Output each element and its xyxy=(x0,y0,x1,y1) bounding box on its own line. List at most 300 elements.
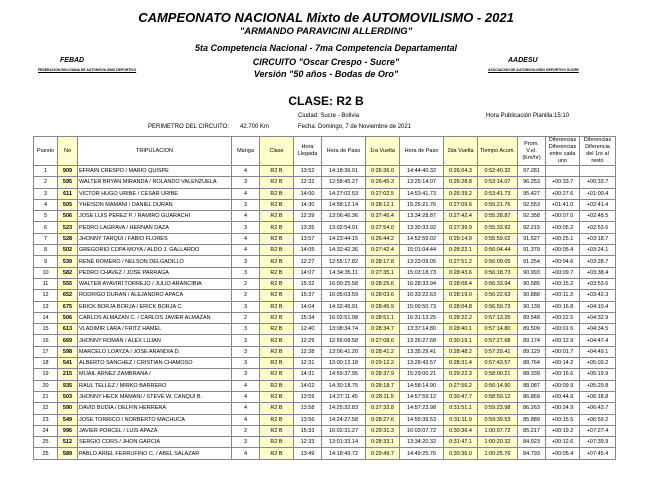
table-row xyxy=(34,278,616,289)
table-cell: 12:39 xyxy=(294,211,322,222)
table-cell: MARCELO LOAYZA / JOSE ARANDIA D. xyxy=(78,346,232,357)
table-cell: 4 xyxy=(232,211,260,222)
table-cell: 13:58 xyxy=(294,403,322,414)
table-cell: 86.263 xyxy=(518,403,546,414)
table-cell: 13:25:14.07 xyxy=(400,177,444,188)
table-cell: 0:28:27.6 xyxy=(366,414,400,425)
table-cell: +00:11.3 xyxy=(546,290,580,301)
table-cell: +00:14.2 xyxy=(546,358,580,369)
table-cell: 1:00:25.76 xyxy=(478,448,518,459)
table-cell: 14:27:02.53 xyxy=(322,188,366,199)
table-cell: 0:28:45.9 xyxy=(366,301,400,312)
table-cell: 598 xyxy=(58,346,78,357)
table-cell: 13:34:28.87 xyxy=(400,211,444,222)
table-cell: 3 xyxy=(232,267,260,278)
table-cell: R2 B xyxy=(260,358,294,369)
table-cell: 0:28:48.2 xyxy=(444,346,478,357)
table-cell: 0:28:22.2 xyxy=(444,312,478,323)
date-label: Fecha: Domingo, 7 de Noviembre de 2021 xyxy=(298,124,412,130)
column-header: Puesto xyxy=(34,137,58,166)
table-cell: 0:56:04.44 xyxy=(478,245,518,256)
table-row xyxy=(34,391,616,402)
table-cell: +00:19.2 xyxy=(546,425,580,436)
table-cell: 13:23:09.05 xyxy=(400,256,444,267)
table-cell: 3 xyxy=(34,188,58,199)
table-cell: R2 B xyxy=(260,166,294,177)
table-cell: 85.217 xyxy=(518,425,546,436)
table-cell: R2 B xyxy=(260,211,294,222)
table-cell: 0:56:09.05 xyxy=(478,256,518,267)
table-cell: 92.215 xyxy=(518,222,546,233)
table-cell: 15:32 xyxy=(294,278,322,289)
table-cell: 24 xyxy=(34,425,58,436)
table-cell: 84.793 xyxy=(518,448,546,459)
table-cell: 14:00 xyxy=(294,188,322,199)
table-cell: 15:03:18.73 xyxy=(400,267,444,278)
table-cell: VLADIMIR LARA / FRITZ HAMEL xyxy=(78,324,232,335)
org-left-sub: FEDERACION BOLIVIANA DE AUTOMOVILISMO DEPORTIVO xyxy=(38,68,137,72)
table-cell: 4 xyxy=(232,403,260,414)
table-cell: 0:30:36.0 xyxy=(444,448,478,459)
table-cell: 13:06:41.20 xyxy=(322,346,366,357)
table-cell: 14:30 xyxy=(294,199,322,210)
table-cell: 16:02:31.27 xyxy=(322,425,366,436)
table-cell: 0:26:45.3 xyxy=(366,177,400,188)
table-row xyxy=(34,301,616,312)
table-cell: R2 B xyxy=(260,267,294,278)
table-cell: 16:00:25.58 xyxy=(322,278,366,289)
table-cell: +00:44.9 xyxy=(546,391,580,402)
table-cell: R2 B xyxy=(260,369,294,380)
table-cell: R2 B xyxy=(260,437,294,448)
table-cell: R2 B xyxy=(260,177,294,188)
table-cell: +00:25.1 xyxy=(546,233,580,244)
table-cell: 996 xyxy=(58,425,78,436)
table-cell: 0:28:22.1 xyxy=(444,245,478,256)
diff-header-sub: Diferencias entre cada uno xyxy=(548,144,577,164)
table-cell: 3 xyxy=(232,301,260,312)
table-cell: +00:05.4 xyxy=(546,448,580,459)
table-cell: 4 xyxy=(232,448,260,459)
table-header xyxy=(34,137,616,166)
table-cell: R2 B xyxy=(260,335,294,346)
column-header: Manga xyxy=(232,137,260,166)
table-cell: 14:04 xyxy=(294,301,322,312)
table-cell: 0:57:14.80 xyxy=(478,324,518,335)
table-cell: 90.585 xyxy=(518,278,546,289)
table-cell: 14:24:27.58 xyxy=(322,414,366,425)
table-cell: 935 xyxy=(58,380,78,391)
table-cell: 13:06:46.36 xyxy=(322,211,366,222)
table-cell: 14:59:37.95 xyxy=(322,369,366,380)
table-cell: 14 xyxy=(34,312,58,323)
table-cell: 0:28:19.0 xyxy=(444,290,478,301)
table-cell: 16:33:22.63 xyxy=(400,290,444,301)
table-cell: 0:56:50.73 xyxy=(478,301,518,312)
table-row xyxy=(34,425,616,436)
table-cell: 3 xyxy=(232,256,260,267)
table-cell: 8 xyxy=(34,245,58,256)
table-cell: 652 xyxy=(58,290,78,301)
table-cell: 13:08:34.74 xyxy=(322,324,366,335)
table-cell: 3 xyxy=(232,369,260,380)
table-cell: R2 B xyxy=(260,290,294,301)
table-row xyxy=(34,448,616,459)
table-cell: +00:24.9 xyxy=(546,403,580,414)
table-cell: EFRAIN CRESPO / MARIO QUISPE xyxy=(78,166,232,177)
table-cell: 2 xyxy=(34,177,58,188)
table-cell: +04:47.4 xyxy=(580,335,616,346)
table-cell: 0:29:14.9 xyxy=(444,233,478,244)
table-cell: 18 xyxy=(34,358,58,369)
table-cell: 14:57:23.98 xyxy=(400,403,444,414)
main-title: CAMPEONATO NACIONAL Mixto de AUTOMOVILISMO - 2021 xyxy=(138,10,514,25)
table-cell: 0:28:40.1 xyxy=(444,324,478,335)
table-cell: +00:15.5 xyxy=(546,414,580,425)
table-cell: +00:22.5 xyxy=(546,312,580,323)
table-cell: R2 B xyxy=(260,380,294,391)
table-cell: 14:58:12.14 xyxy=(322,199,366,210)
table-cell: 0:53:41.73 xyxy=(478,188,518,199)
table-cell: 13:26:27.68 xyxy=(400,335,444,346)
table-cell: 15:00:50.73 xyxy=(400,301,444,312)
table-cell: GREGORIO COPA MOYA / ALDO J. GALLARDO xyxy=(78,245,232,256)
table-cell: 539 xyxy=(58,256,78,267)
table-cell: 12:40 xyxy=(294,324,322,335)
table-cell: 3 xyxy=(232,324,260,335)
table-cell: +04:34.5 xyxy=(580,324,616,335)
table-cell: 0:27:32.8 xyxy=(366,403,400,414)
table-cell: 2 xyxy=(232,425,260,436)
table-cell: 0:27:09.6 xyxy=(444,199,478,210)
table-cell: +03:28.7 xyxy=(580,256,616,267)
table-cell: 16 xyxy=(34,335,58,346)
table-cell: 11 xyxy=(34,278,58,289)
table-cell: 13 xyxy=(34,301,58,312)
perimeter-label: PERIMETRO DEL CIRCUITO: xyxy=(148,124,230,130)
table-cell: 21 xyxy=(34,391,58,402)
table-cell: 0:26:44.2 xyxy=(366,233,400,244)
table-cell: 0:29:31.3 xyxy=(366,425,400,436)
table-cell: 97.281 xyxy=(518,166,546,177)
table-cell: 5 xyxy=(34,211,58,222)
table-cell: 12:33 xyxy=(294,437,322,448)
table-cell: 0:58:00.21 xyxy=(478,369,518,380)
table-cell: R2 B xyxy=(260,188,294,199)
table-cell: R2 B xyxy=(260,346,294,357)
table-cell: R2 B xyxy=(260,403,294,414)
table-cell: 611 xyxy=(58,188,78,199)
table-cell: PABLO ARIEL FERRUFINO C. / ABEL SALAZAR xyxy=(78,448,232,459)
table-cell: 16:31:13.25 xyxy=(400,312,444,323)
table-cell: 15:29:00.21 xyxy=(400,369,444,380)
table-cell: 4 xyxy=(232,166,260,177)
table-cell: R2 B xyxy=(260,425,294,436)
table-cell: 0:31:11.9 xyxy=(444,414,478,425)
table-cell: 0:28:25.6 xyxy=(366,278,400,289)
table-cell: 14:32:45.91 xyxy=(322,301,366,312)
table-cell: ALBERTO SANCHEZ / CRISTIAN CHAMOSO xyxy=(78,358,232,369)
table-cell: 15 xyxy=(34,324,58,335)
table-cell: +07:45.4 xyxy=(580,448,616,459)
table-cell: R2 B xyxy=(260,312,294,323)
table-cell: 17 xyxy=(34,346,58,357)
table-cell: 0:28:33.1 xyxy=(366,437,400,448)
table-cell: 14:57:59.12 xyxy=(400,391,444,402)
org-right-sub: ASOCIACION DE AUTOMOVILISMO DEPORTIVO SUCRE xyxy=(488,68,579,72)
table-cell: +07:39.9 xyxy=(580,437,616,448)
table-cell: R2 B xyxy=(260,233,294,244)
table-cell: 0:59:23.98 xyxy=(478,403,518,414)
table-cell: 25 xyxy=(34,437,58,448)
table-cell: 96.253 xyxy=(518,177,546,188)
column-header: Hora de Paso xyxy=(400,137,444,166)
table-cell: 0:57:13.25 xyxy=(478,312,518,323)
table-cell: 15:33 xyxy=(294,425,322,436)
table-cell: 523 xyxy=(58,222,78,233)
table-cell: +00:15.2 xyxy=(546,278,580,289)
table-cell: +03:18.7 xyxy=(580,233,616,244)
table-cell: 13:35:29.41 xyxy=(400,346,444,357)
table-cell: 13:34:20.32 xyxy=(400,437,444,448)
table-cell: +00:09.7 xyxy=(546,267,580,278)
table-body xyxy=(34,166,616,460)
table-cell: 13:35 xyxy=(294,222,322,233)
table-cell: 541 xyxy=(58,358,78,369)
table-cell: 0:55:21.76 xyxy=(478,199,518,210)
competition-title: 5ta Competencia Nacional - 7ma Competencia Departamental xyxy=(194,43,458,53)
table-cell: 528 xyxy=(58,233,78,244)
column-header: Clase xyxy=(260,137,294,166)
results-table xyxy=(33,136,616,460)
table-row xyxy=(34,358,616,369)
table-row xyxy=(34,166,616,177)
table-cell: 15:34 xyxy=(294,312,322,323)
table-cell: 14:34:35.11 xyxy=(322,267,366,278)
table-cell: 0:27:54.0 xyxy=(366,222,400,233)
table-cell: 512 xyxy=(58,437,78,448)
table-cell: VICTOR HUGO URIBE / CESAR URIBE xyxy=(78,188,232,199)
table-cell: 0:55:33.92 xyxy=(478,222,518,233)
table-cell: 13:57 xyxy=(294,233,322,244)
table-cell: 0:59:39.53 xyxy=(478,414,518,425)
table-cell: +05:03.2 xyxy=(580,358,616,369)
table-cell: +05:29.8 xyxy=(580,380,616,391)
table-cell: 0:26:39.2 xyxy=(444,188,478,199)
table-row xyxy=(34,267,616,278)
table-row xyxy=(34,335,616,346)
table-cell: DAVID BUDIA / DELFIN HERRERA xyxy=(78,403,232,414)
table-cell: +04:32.9 xyxy=(580,312,616,323)
table-cell: 555 xyxy=(58,278,78,289)
table-cell: 582 xyxy=(58,267,78,278)
table-cell: 89.129 xyxy=(518,346,546,357)
table-cell: 0:28:18.7 xyxy=(366,380,400,391)
table-cell: R2 B xyxy=(260,256,294,267)
column-header: 2da Vuelta xyxy=(444,137,478,166)
table-cell: 92.358 xyxy=(518,211,546,222)
table-cell: 0:29:12.2 xyxy=(366,358,400,369)
table-cell: 1 xyxy=(34,166,58,177)
table-cell: +00:07.0 xyxy=(546,211,580,222)
table-cell: ERICK BORJA BORJA / ERICK BORJA C. xyxy=(78,301,232,312)
table-cell: 89.548 xyxy=(518,312,546,323)
table-cell: 89.174 xyxy=(518,335,546,346)
table-cell: JAVIER PORCEL / LUIS APAZA xyxy=(78,425,232,436)
table-cell: WALTER AYAVIRI TORREJO / JULIO ARANCIBIA xyxy=(78,278,232,289)
org-right: AADESU xyxy=(508,57,538,64)
table-row xyxy=(34,369,616,380)
table-cell: 3 xyxy=(232,177,260,188)
table-cell: 13:49 xyxy=(294,448,322,459)
table-cell: PEDRO CHAVEZ / JOSE PARRAGA xyxy=(78,267,232,278)
table-cell: +00:05.2 xyxy=(546,222,580,233)
table-cell: 15:01:04.44 xyxy=(400,245,444,256)
table-cell: 0:30:36.4 xyxy=(444,425,478,436)
table-cell: 20 xyxy=(34,380,58,391)
table-cell: 14:44:40.32 xyxy=(400,166,444,177)
table-cell: 88.087 xyxy=(518,380,546,391)
table-row xyxy=(34,290,616,301)
table-cell: 0:27:39.9 xyxy=(444,222,478,233)
table-cell: 505 xyxy=(58,199,78,210)
table-cell: 12 xyxy=(34,290,58,301)
table-cell: 0:30:19.1 xyxy=(444,335,478,346)
table-cell: 13:00:12.18 xyxy=(322,358,366,369)
table-cell: 13:52 xyxy=(294,166,322,177)
table-row xyxy=(34,403,616,414)
table-cell: 3 xyxy=(232,437,260,448)
table-cell: 14:07 xyxy=(294,267,322,278)
table-cell: +00:27.6 xyxy=(546,188,580,199)
table-cell: 13:02:54.01 xyxy=(322,222,366,233)
table-row xyxy=(34,245,616,256)
table-cell: +04:10.4 xyxy=(580,301,616,312)
table-cell: 0:28:04.8 xyxy=(444,301,478,312)
table-cell: 0:27:51.2 xyxy=(444,256,478,267)
table-cell: +01:41.0 xyxy=(546,199,580,210)
table-cell xyxy=(580,166,616,177)
table-cell: 14:30:18.75 xyxy=(322,380,366,391)
table-cell: 0:58:59.12 xyxy=(478,391,518,402)
table-cell: 3 xyxy=(232,222,260,233)
table-cell: 0:27:56.2 xyxy=(444,380,478,391)
table-cell: 91.527 xyxy=(518,233,546,244)
table-cell: R2 B xyxy=(260,448,294,459)
perimeter-value: 42.700 Km xyxy=(240,124,270,130)
table-cell: 0:26:36.0 xyxy=(366,166,400,177)
table-cell: +00:12.6 xyxy=(546,437,580,448)
table-row xyxy=(34,256,616,267)
table-cell: 90.139 xyxy=(518,301,546,312)
table-cell: 0:56:14.90 xyxy=(478,380,518,391)
table-cell: 590 xyxy=(58,403,78,414)
table-cell: +00:01.6 xyxy=(546,324,580,335)
column-header: No xyxy=(58,137,78,166)
column-header: TRIPULACION xyxy=(78,137,232,166)
table-cell: 89.509 xyxy=(518,324,546,335)
subtitle: "ARMANDO PARAVICINI ALLERDING" xyxy=(239,26,413,37)
table-cell: 589 xyxy=(58,448,78,459)
table-cell: +03:38.4 xyxy=(580,267,616,278)
table-cell: +03:53.6 xyxy=(580,278,616,289)
table-cell: 19 xyxy=(34,369,58,380)
table-cell: RAUL TELLEZ / MIRKO BARRERO xyxy=(78,380,232,391)
table-cell: R2 B xyxy=(260,324,294,335)
diff-header-sub: Diferencia del 1ro al resto xyxy=(585,144,610,164)
table-row xyxy=(34,188,616,199)
table-cell: 549 xyxy=(58,414,78,425)
table-cell: 12:55:17.82 xyxy=(322,256,366,267)
table-cell: 14:25:32.83 xyxy=(322,403,366,414)
table-cell: 0:28:51.1 xyxy=(366,312,400,323)
table-cell: 15:25:21.76 xyxy=(400,199,444,210)
table-cell: +07:27.4 xyxy=(580,425,616,436)
table-cell: 0:28:11.5 xyxy=(366,391,400,402)
table-cell: 95.427 xyxy=(518,188,546,199)
table-cell: 14:27:11.45 xyxy=(322,391,366,402)
table-cell: 4 xyxy=(34,199,58,210)
table-cell: 14:52:59.02 xyxy=(400,233,444,244)
table-cell: 0:29:49.7 xyxy=(366,448,400,459)
table-cell: 0:30:47.7 xyxy=(444,391,478,402)
table-cell: +00:33.7 xyxy=(546,177,580,188)
table-cell: YHEISON MAMANI / DANIEL DURAN xyxy=(78,199,232,210)
table-row xyxy=(34,380,616,391)
table-cell: 4 xyxy=(232,233,260,244)
table-cell: R2 B xyxy=(260,301,294,312)
table-cell: 3 xyxy=(232,358,260,369)
version-title: Versión "50 años - Bodas de Oro" xyxy=(253,69,399,79)
table-cell: 0:28:37.9 xyxy=(366,369,400,380)
table-cell: 3 xyxy=(232,346,260,357)
table-cell: 0:53:14.07 xyxy=(478,177,518,188)
table-cell: +02:53.6 xyxy=(580,222,616,233)
table-cell: 14:18:36.01 xyxy=(322,166,366,177)
table-cell: 85.889 xyxy=(518,414,546,425)
table-row xyxy=(34,199,616,210)
table-cell: 0:31:51.1 xyxy=(444,403,478,414)
table-cell: 909 xyxy=(58,166,78,177)
table-cell: 0:27:35.1 xyxy=(366,267,400,278)
table-cell: 16:02:51.08 xyxy=(322,312,366,323)
table-cell: 2 xyxy=(232,290,260,301)
table-cell: 0:28:03.6 xyxy=(366,290,400,301)
table-cell: +00:16.6 xyxy=(546,369,580,380)
table-cell: 86.869 xyxy=(518,391,546,402)
table-cell: +06:18.8 xyxy=(580,391,616,402)
table-cell: 502 xyxy=(58,245,78,256)
table-cell: 12:32 xyxy=(294,177,322,188)
table-cell: 0:56:18.73 xyxy=(478,267,518,278)
table-cell: MIJAIL ARNEZ ZAMBRANA / xyxy=(78,369,232,380)
table-cell: +03:42.3 xyxy=(580,290,616,301)
table-cell: 13:59 xyxy=(294,391,322,402)
table-cell: 25 xyxy=(34,448,58,459)
table-cell: 0:27:42.4 xyxy=(444,211,478,222)
column-header: 1ra Vuelta xyxy=(366,137,400,166)
table-cell: 2 xyxy=(232,312,260,323)
table-cell: 0:28:31.4 xyxy=(444,358,478,369)
table-cell: 14:23:44.15 xyxy=(322,233,366,244)
table-cell: 14:53:41.73 xyxy=(400,188,444,199)
table-cell: 16:05:03.59 xyxy=(322,290,366,301)
table-cell: +02:41.4 xyxy=(580,199,616,210)
table-cell: 90.993 xyxy=(518,267,546,278)
city-label: Ciudad: Sucre - Bolivia xyxy=(298,113,360,119)
column-header xyxy=(546,137,580,166)
table-row xyxy=(34,324,616,335)
